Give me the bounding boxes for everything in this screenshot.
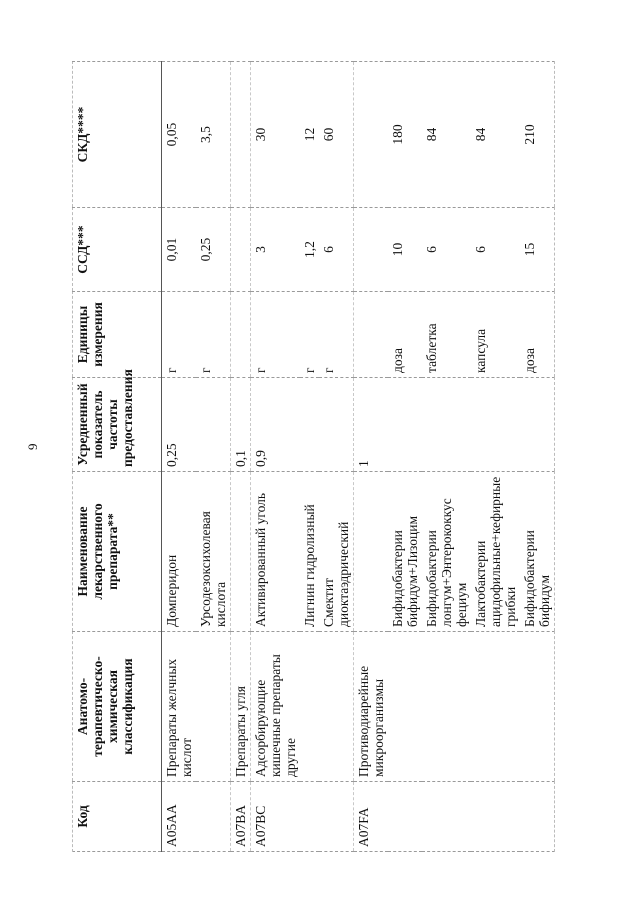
table-row (388, 62, 422, 852)
cell-frequency (319, 378, 354, 472)
cell-ssd: 3 (251, 208, 301, 292)
cell-code (422, 782, 471, 852)
cell-frequency (300, 378, 319, 472)
cell-skd: 60 (319, 62, 354, 208)
cell-code: A07BC (251, 782, 301, 852)
cell-atc (520, 632, 555, 782)
cell-unit (231, 292, 251, 378)
cell-unit: доза (388, 292, 422, 378)
cell-drug: Активированный уголь (251, 472, 301, 632)
cell-ssd (231, 208, 251, 292)
cell-frequency (196, 378, 231, 472)
cell-atc: Противодиарейные микроорганизмы (354, 632, 389, 782)
table-row (251, 62, 301, 852)
cell-code (520, 782, 555, 852)
cell-unit: капсула (471, 292, 520, 378)
cell-code: A05AA (162, 782, 197, 852)
cell-code: A07BA (231, 782, 251, 852)
cell-code (300, 782, 319, 852)
cell-atc: Препараты угля (231, 632, 251, 782)
cell-ssd: 0,01 (162, 208, 197, 292)
header-ssd: ССД*** (73, 208, 162, 292)
cell-skd: 30 (251, 62, 301, 208)
cell-frequency (520, 378, 555, 472)
header-code: Код (73, 782, 162, 852)
table-row (231, 62, 251, 852)
table-row (300, 62, 319, 852)
table-row (471, 62, 520, 852)
cell-atc (319, 632, 354, 782)
header-drug: Наименование лекарственного препарата** (73, 472, 162, 632)
cell-code (196, 782, 231, 852)
table-row (354, 62, 389, 852)
cell-unit: г (196, 292, 231, 378)
cell-atc (300, 632, 319, 782)
cell-skd: 210 (520, 62, 555, 208)
cell-drug: Бифидобактерии бифидум+Лизоцим (388, 472, 422, 632)
cell-drug: Лактобактерии ацидофильные+кефирные грибки (471, 472, 520, 632)
drug-table (72, 61, 555, 852)
table-row (319, 62, 354, 852)
cell-ssd: 6 (319, 208, 354, 292)
cell-atc (471, 632, 520, 782)
cell-unit: г (251, 292, 301, 378)
header-frequency: Усредненный показатель частоты предоставления (73, 378, 162, 472)
table-row (196, 62, 231, 852)
cell-ssd: 0,25 (196, 208, 231, 292)
cell-atc (388, 632, 422, 782)
rotated-table-container (72, 62, 592, 852)
cell-frequency: 1 (354, 378, 389, 472)
cell-atc (196, 632, 231, 782)
cell-skd: 84 (422, 62, 471, 208)
cell-drug: Бифидобактерии бифидум (520, 472, 555, 632)
cell-ssd (354, 208, 389, 292)
cell-frequency: 0,1 (231, 378, 251, 472)
cell-skd: 0,05 (162, 62, 197, 208)
cell-ssd: 1,2 (300, 208, 319, 292)
header-atc: Анатомо-терапевтическо-химическая классификация (73, 632, 162, 782)
cell-code (319, 782, 354, 852)
cell-drug (354, 472, 389, 632)
cell-atc: Адсорбирующие кишечные препараты другие (251, 632, 301, 782)
table-row (162, 62, 197, 852)
cell-frequency: 0,9 (251, 378, 301, 472)
header-skd: СКД**** (73, 62, 162, 208)
cell-drug: Лигнин гидролизный (300, 472, 319, 632)
cell-unit: г (162, 292, 197, 378)
cell-unit: доза (520, 292, 555, 378)
cell-skd (354, 62, 389, 208)
cell-code (471, 782, 520, 852)
cell-atc: Препараты желчных кислот (162, 632, 197, 782)
cell-code: A07FA (354, 782, 389, 852)
cell-code (388, 782, 422, 852)
cell-skd: 84 (471, 62, 520, 208)
cell-skd (231, 62, 251, 208)
cell-skd: 12 (300, 62, 319, 208)
cell-drug: Бифидобактерии лонгум+Энтерококкус фециум (422, 472, 471, 632)
cell-frequency (388, 378, 422, 472)
cell-ssd: 6 (471, 208, 520, 292)
cell-frequency: 0,25 (162, 378, 197, 472)
page-number: 9 (25, 443, 40, 450)
cell-drug: Урсодезоксихолевая кислота (196, 472, 231, 632)
cell-ssd: 6 (422, 208, 471, 292)
cell-skd: 180 (388, 62, 422, 208)
cell-atc (422, 632, 471, 782)
header-units: Единицы измерения (73, 292, 162, 378)
header-row (73, 62, 162, 852)
cell-unit (354, 292, 389, 378)
cell-frequency (422, 378, 471, 472)
cell-ssd: 10 (388, 208, 422, 292)
cell-unit: таблетка (422, 292, 471, 378)
cell-drug (231, 472, 251, 632)
cell-skd: 3,5 (196, 62, 231, 208)
cell-frequency (471, 378, 520, 472)
table-row (520, 62, 555, 852)
cell-unit: г (319, 292, 354, 378)
cell-ssd: 15 (520, 208, 555, 292)
cell-drug: Смектит диоктаэдрический (319, 472, 354, 632)
cell-unit: г (300, 292, 319, 378)
table-row (422, 62, 471, 852)
cell-drug: Домперидон (162, 472, 197, 632)
